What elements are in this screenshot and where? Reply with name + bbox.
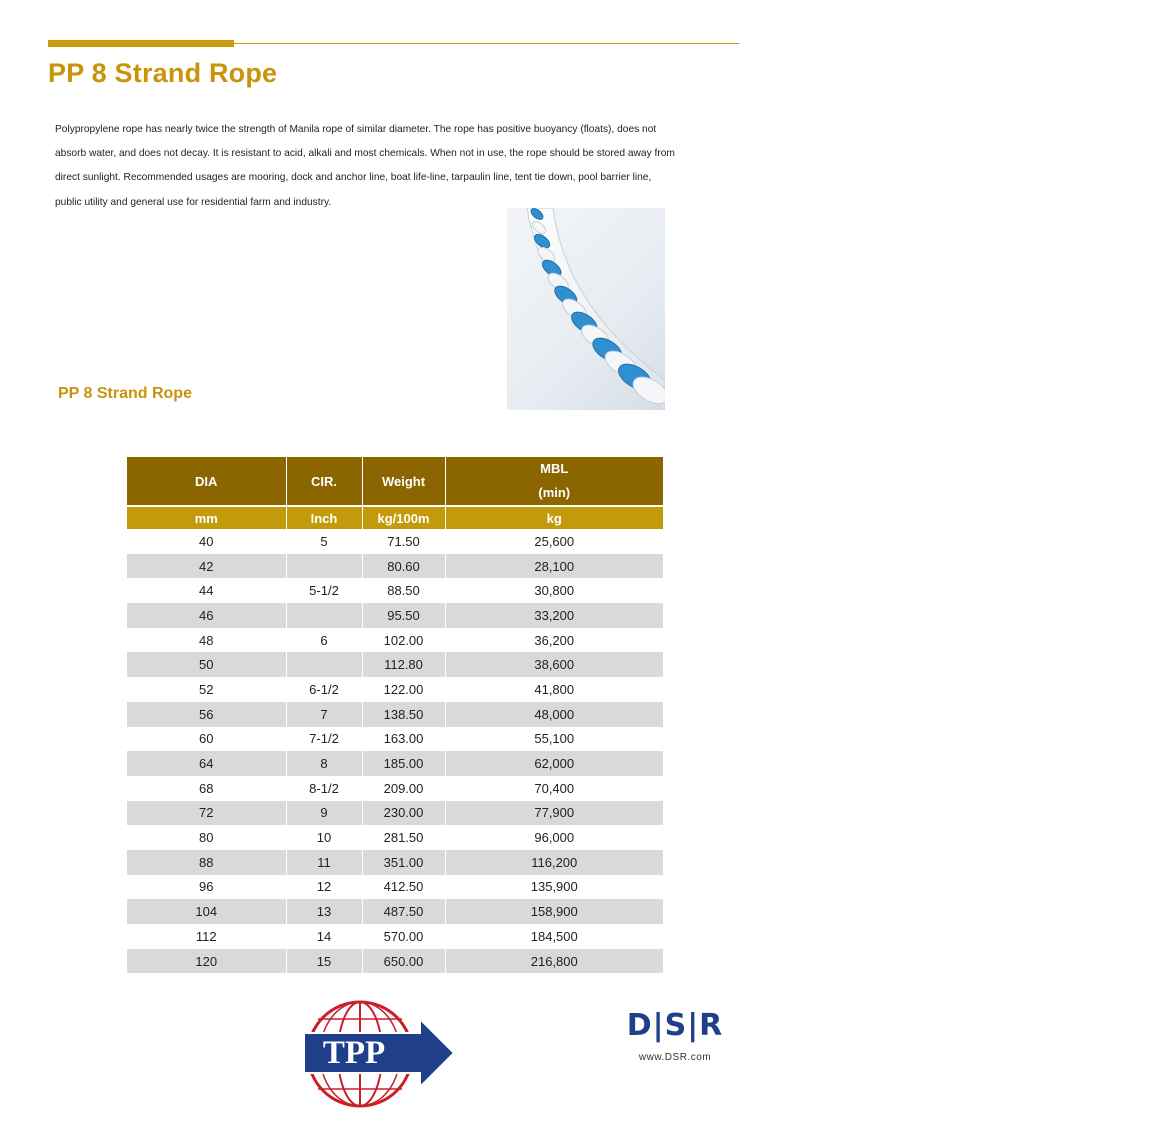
cell-weight: 71.50 xyxy=(362,529,445,554)
cell-dia: 104 xyxy=(127,899,286,924)
cell-dia: 52 xyxy=(127,677,286,702)
cell-mbl: 70,400 xyxy=(445,776,663,801)
cell-mbl: 55,100 xyxy=(445,727,663,752)
cell-weight: 102.00 xyxy=(362,628,445,653)
table-row xyxy=(127,677,663,702)
table-row xyxy=(127,924,663,949)
cell-weight: 209.00 xyxy=(362,776,445,801)
cell-cir: 13 xyxy=(286,899,362,924)
cell-mbl: 25,600 xyxy=(445,529,663,554)
cell-mbl: 36,200 xyxy=(445,628,663,653)
cell-mbl: 48,000 xyxy=(445,702,663,727)
cell-dia: 72 xyxy=(127,801,286,826)
cell-mbl: 30,800 xyxy=(445,578,663,603)
cell-mbl: 116,200 xyxy=(445,850,663,875)
cell-cir: 10 xyxy=(286,825,362,850)
cell-cir: 8-1/2 xyxy=(286,776,362,801)
cell-weight: 487.50 xyxy=(362,899,445,924)
cell-weight: 185.00 xyxy=(362,751,445,776)
cell-mbl: 28,100 xyxy=(445,554,663,579)
cell-dia: 50 xyxy=(127,652,286,677)
header-mbl xyxy=(445,457,663,506)
cell-dia: 112 xyxy=(127,924,286,949)
dsr-logo-url: www.DSR.com xyxy=(638,1052,712,1063)
dsr-logo-mark: D|S|R xyxy=(626,1008,724,1043)
cell-weight: 95.50 xyxy=(362,603,445,628)
table-row xyxy=(127,727,663,752)
table-row xyxy=(127,751,663,776)
cell-cir: 6 xyxy=(286,628,362,653)
table-unit-row xyxy=(127,506,663,529)
cell-dia: 44 xyxy=(127,578,286,603)
unit-cir: Inch xyxy=(286,506,362,529)
cell-cir: 7-1/2 xyxy=(286,727,362,752)
cell-weight: 570.00 xyxy=(362,924,445,949)
header-rule-accent xyxy=(48,40,234,47)
cell-weight: 122.00 xyxy=(362,677,445,702)
header-dia: DIA xyxy=(127,457,286,506)
cell-cir: 5 xyxy=(286,529,362,554)
cell-cir: 14 xyxy=(286,924,362,949)
cell-dia: 46 xyxy=(127,603,286,628)
cell-mbl: 41,800 xyxy=(445,677,663,702)
cell-dia: 120 xyxy=(127,949,286,974)
cell-cir: 15 xyxy=(286,949,362,974)
cell-mbl: 184,500 xyxy=(445,924,663,949)
table-row xyxy=(127,875,663,900)
table-body xyxy=(127,529,663,973)
header-weight: Weight xyxy=(362,457,445,506)
cell-cir: 5-1/2 xyxy=(286,578,362,603)
table-row xyxy=(127,825,663,850)
table-row xyxy=(127,850,663,875)
table-row xyxy=(127,554,663,579)
header-rule-line xyxy=(234,43,739,44)
cell-cir: 6-1/2 xyxy=(286,677,362,702)
cell-cir xyxy=(286,603,362,628)
table-row xyxy=(127,603,663,628)
cell-dia: 88 xyxy=(127,850,286,875)
table-title: PP 8 Strand Rope xyxy=(58,385,192,402)
cell-cir: 8 xyxy=(286,751,362,776)
table-row xyxy=(127,899,663,924)
cell-cir: 9 xyxy=(286,801,362,826)
cell-mbl: 96,000 xyxy=(445,825,663,850)
cell-mbl: 216,800 xyxy=(445,949,663,974)
cell-cir xyxy=(286,652,362,677)
cell-mbl: 38,600 xyxy=(445,652,663,677)
unit-dia: mm xyxy=(127,506,286,529)
cell-mbl: 33,200 xyxy=(445,603,663,628)
cell-dia: 96 xyxy=(127,875,286,900)
product-description: Polypropylene rope has nearly twice the strength of Manila rope of similar diameter. The rope has positive buoyancy (floats), does not absorb water, and does not decay. It is resistant to acid, alkali and most chemicals. When not in use, the rope should be stored away from direct sunlight. Recommended usages are mooring, dock and anchor line, boat life-line, tarpaulin line, tent tie down, pool barrier line, public utility and general use for residential farm and industry. xyxy=(55,124,675,208)
spec-table xyxy=(127,457,663,973)
table-row xyxy=(127,529,663,554)
cell-cir: 11 xyxy=(286,850,362,875)
cell-weight: 138.50 xyxy=(362,702,445,727)
cell-weight: 80.60 xyxy=(362,554,445,579)
tpp-logo xyxy=(302,997,456,1111)
cell-dia: 42 xyxy=(127,554,286,579)
unit-weight: kg/100m xyxy=(362,506,445,529)
cell-weight: 650.00 xyxy=(362,949,445,974)
rope-photo xyxy=(507,208,665,410)
cell-dia: 60 xyxy=(127,727,286,752)
cell-mbl: 62,000 xyxy=(445,751,663,776)
cell-weight: 88.50 xyxy=(362,578,445,603)
cell-cir: 7 xyxy=(286,702,362,727)
cell-weight: 412.50 xyxy=(362,875,445,900)
header-cir: CIR. xyxy=(286,457,362,506)
cell-dia: 80 xyxy=(127,825,286,850)
table-header-row xyxy=(127,457,663,506)
cell-mbl: 77,900 xyxy=(445,801,663,826)
cell-weight: 163.00 xyxy=(362,727,445,752)
cell-mbl: 158,900 xyxy=(445,899,663,924)
table-row xyxy=(127,628,663,653)
cell-mbl: 135,900 xyxy=(445,875,663,900)
cell-weight: 112.80 xyxy=(362,652,445,677)
header-mbl-min: (min) xyxy=(538,485,571,500)
cell-dia: 56 xyxy=(127,702,286,727)
rope-photo-graphic xyxy=(507,208,665,410)
cell-dia: 48 xyxy=(127,628,286,653)
globe-arrow-logo-icon xyxy=(302,997,456,1111)
cell-weight: 281.50 xyxy=(362,825,445,850)
table-row xyxy=(127,702,663,727)
header-mbl-label: MBL xyxy=(540,461,569,476)
table-row xyxy=(127,652,663,677)
page-title: PP 8 Strand Rope xyxy=(48,58,278,88)
table-row xyxy=(127,949,663,974)
cell-cir: 12 xyxy=(286,875,362,900)
table-row xyxy=(127,578,663,603)
cell-cir xyxy=(286,554,362,579)
cell-dia: 64 xyxy=(127,751,286,776)
unit-mbl: kg xyxy=(445,506,663,529)
cell-weight: 351.00 xyxy=(362,850,445,875)
cell-weight: 230.00 xyxy=(362,801,445,826)
cell-dia: 40 xyxy=(127,529,286,554)
cell-dia: 68 xyxy=(127,776,286,801)
dsr-logo xyxy=(608,998,742,1074)
table-row xyxy=(127,801,663,826)
tpp-logo-text: TPP xyxy=(322,1035,386,1071)
table-row xyxy=(127,776,663,801)
